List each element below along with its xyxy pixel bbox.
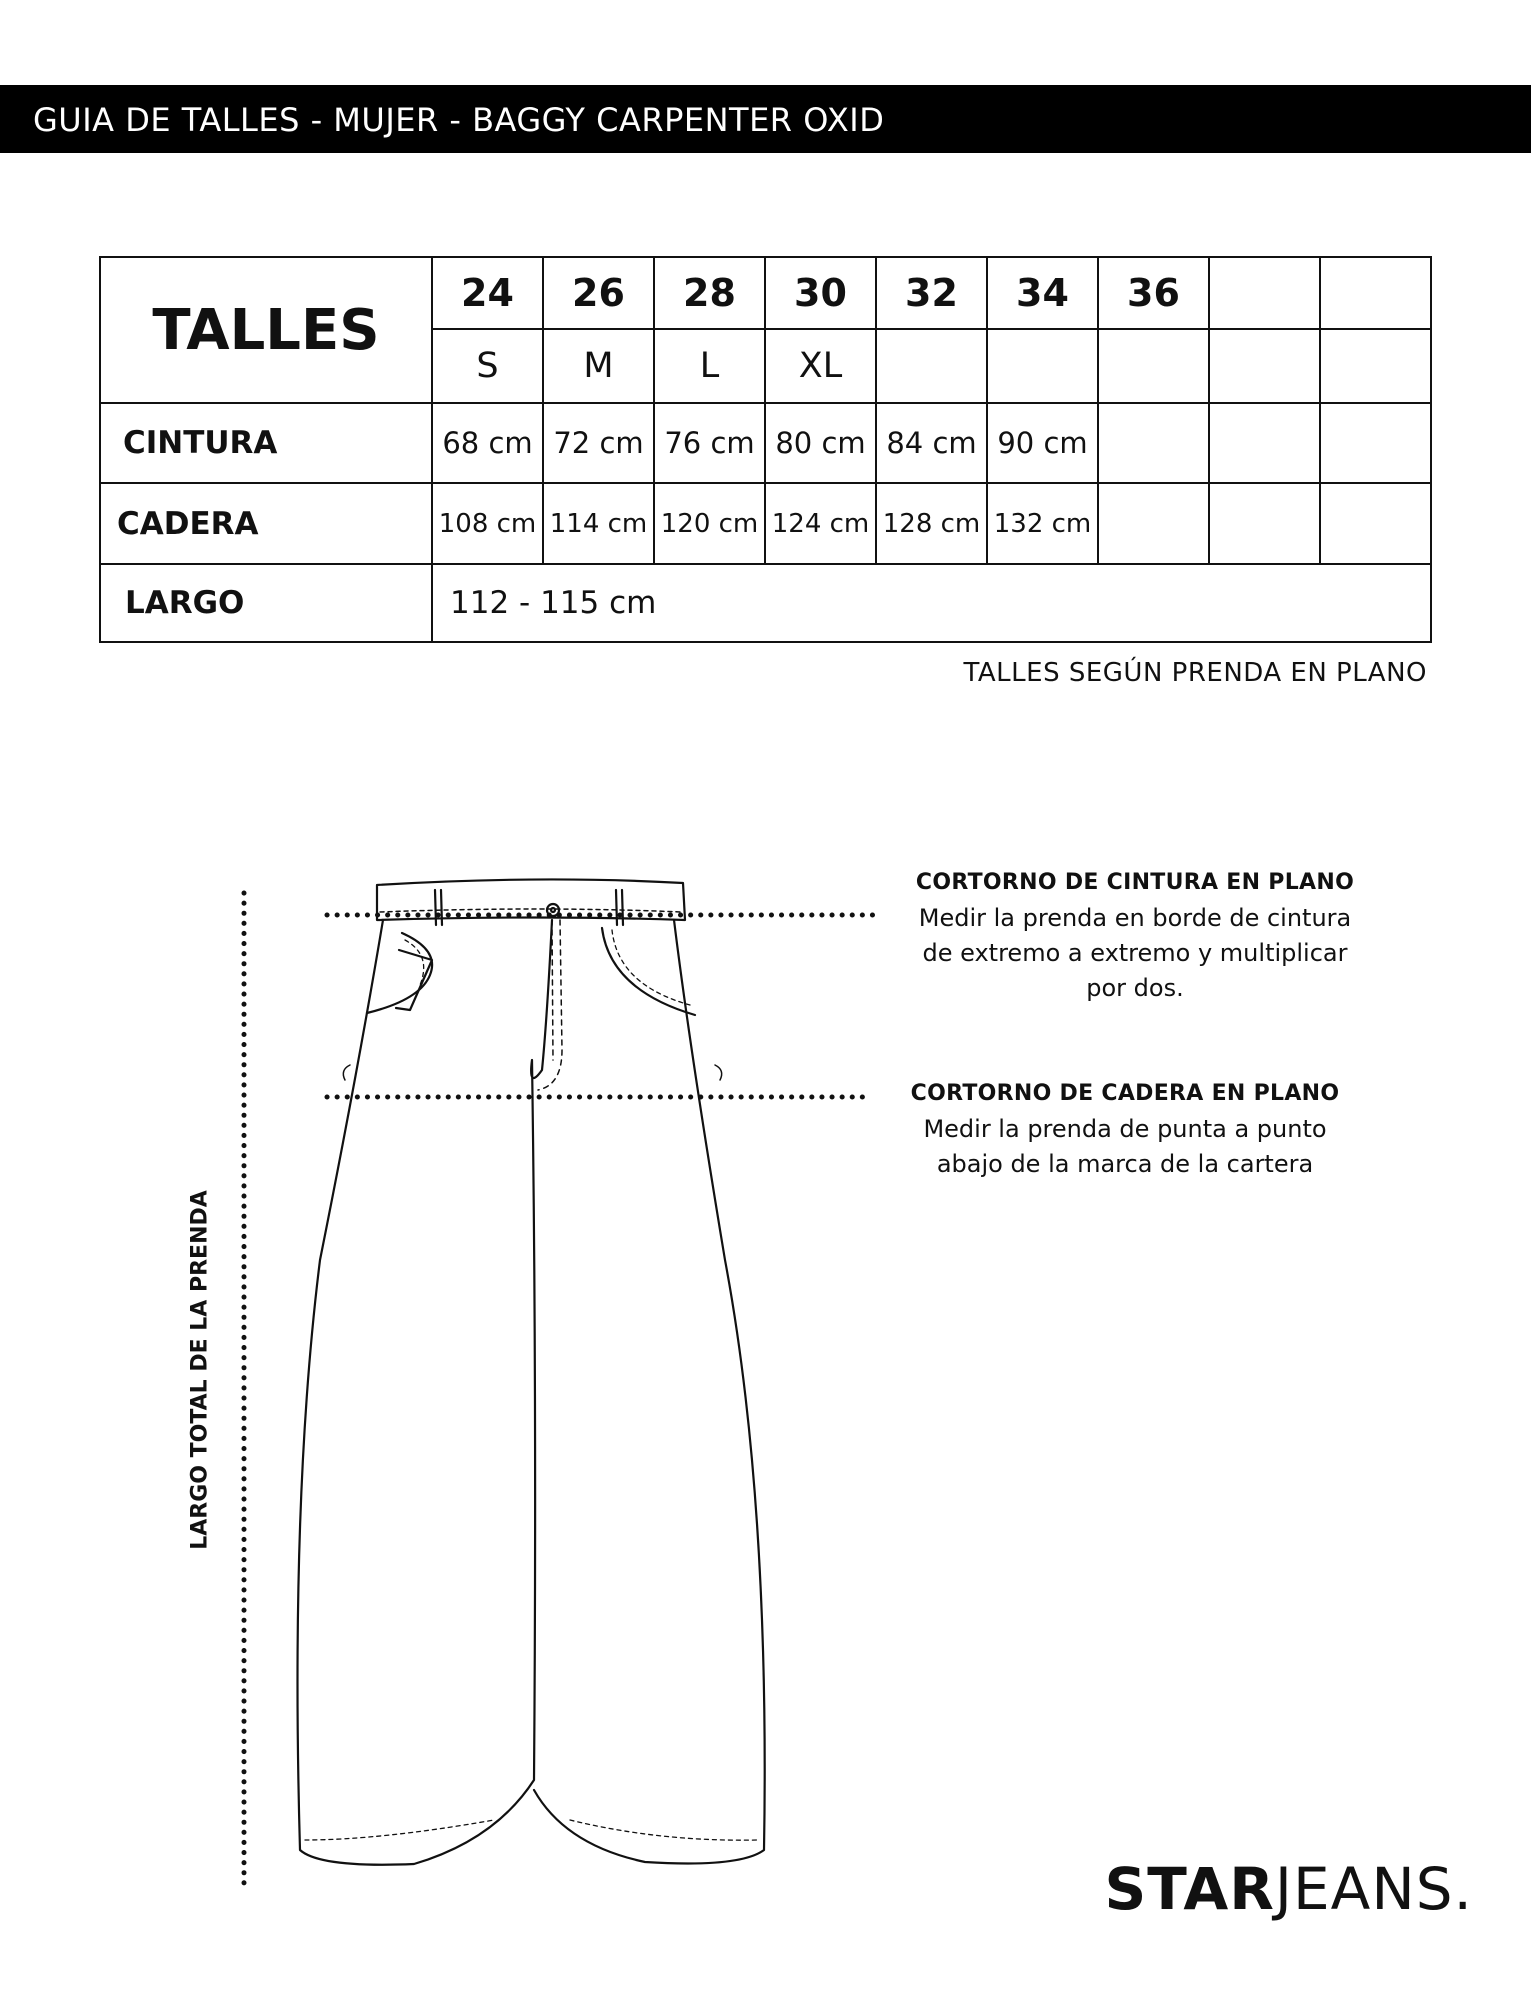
left-pocket bbox=[367, 933, 432, 1013]
hip-measure-title: CORTORNO DE CADERA EN PLANO bbox=[910, 1081, 1340, 1106]
belt-loop bbox=[622, 890, 623, 925]
cadera-value: 128 cm bbox=[876, 483, 987, 564]
letter-cell: XL bbox=[765, 329, 876, 403]
left-side-seam bbox=[343, 1065, 350, 1080]
cadera-value: 120 cm bbox=[654, 483, 765, 564]
right-hem-stitch bbox=[570, 1820, 758, 1840]
length-measure-label: LARGO TOTAL DE LA PRENDA bbox=[187, 1190, 213, 1550]
hip-measure-description: Medir la prenda de punta a punto abajo de la marca de la cartera bbox=[923, 1115, 1327, 1178]
size-cell: 30 bbox=[765, 257, 876, 329]
letter-cell: L bbox=[654, 329, 765, 403]
brand-logo bbox=[1105, 1855, 1473, 1923]
left-pocket-stitch bbox=[405, 940, 424, 985]
size-cell: 24 bbox=[432, 257, 543, 329]
waist-measure-description: Medir la prenda en borde de cintura de extremo a extremo y multiplicar por dos. bbox=[918, 904, 1352, 1002]
right-leg-outline bbox=[534, 920, 765, 1864]
largo-value: 112 - 115 cm bbox=[432, 564, 1431, 642]
size-cell: 32 bbox=[876, 257, 987, 329]
waist-measure-block bbox=[890, 870, 1380, 1006]
cintura-value: 90 cm bbox=[987, 403, 1098, 483]
largo-label: LARGO bbox=[100, 564, 432, 642]
cintura-value: 84 cm bbox=[876, 403, 987, 483]
size-cell: 26 bbox=[543, 257, 654, 329]
cintura-value: 72 cm bbox=[543, 403, 654, 483]
cadera-value: 132 cm bbox=[987, 483, 1098, 564]
letter-cell: M bbox=[543, 329, 654, 403]
left-hem-stitch bbox=[305, 1820, 494, 1840]
waistband-stitch bbox=[380, 909, 681, 912]
waist-measure-title: CORTORNO DE CINTURA EN PLANO bbox=[915, 870, 1355, 895]
cadera-value: 124 cm bbox=[765, 483, 876, 564]
talles-title: TALLES bbox=[152, 297, 380, 363]
brand-logo-part1: STAR bbox=[1104, 1855, 1275, 1923]
belt-loop bbox=[435, 890, 436, 925]
belt-loop bbox=[616, 890, 617, 925]
belt-loop bbox=[441, 890, 442, 925]
cintura-value: 68 cm bbox=[432, 403, 543, 483]
cintura-label: CINTURA bbox=[100, 403, 432, 483]
right-pocket-stitch bbox=[612, 930, 690, 1005]
letter-cell: S bbox=[432, 329, 543, 403]
page-title: GUIA DE TALLES - MUJER - BAGGY CARPENTER OXID bbox=[33, 101, 885, 139]
cadera-value: 114 cm bbox=[543, 483, 654, 564]
right-side-seam bbox=[715, 1065, 722, 1080]
cintura-value: 80 cm bbox=[765, 403, 876, 483]
cadera-value: 108 cm bbox=[432, 483, 543, 564]
table-note: TALLES SEGÚN PRENDA EN PLANO bbox=[963, 658, 1427, 688]
cintura-value: 76 cm bbox=[654, 403, 765, 483]
size-cell: 28 bbox=[654, 257, 765, 329]
size-cell: 34 bbox=[987, 257, 1098, 329]
size-cell: 36 bbox=[1098, 257, 1209, 329]
hip-measure-block bbox=[880, 1081, 1370, 1182]
brand-logo-part2: JEANS. bbox=[1274, 1855, 1473, 1923]
left-leg-outline bbox=[298, 920, 553, 1865]
cadera-label: CADERA bbox=[100, 483, 432, 564]
